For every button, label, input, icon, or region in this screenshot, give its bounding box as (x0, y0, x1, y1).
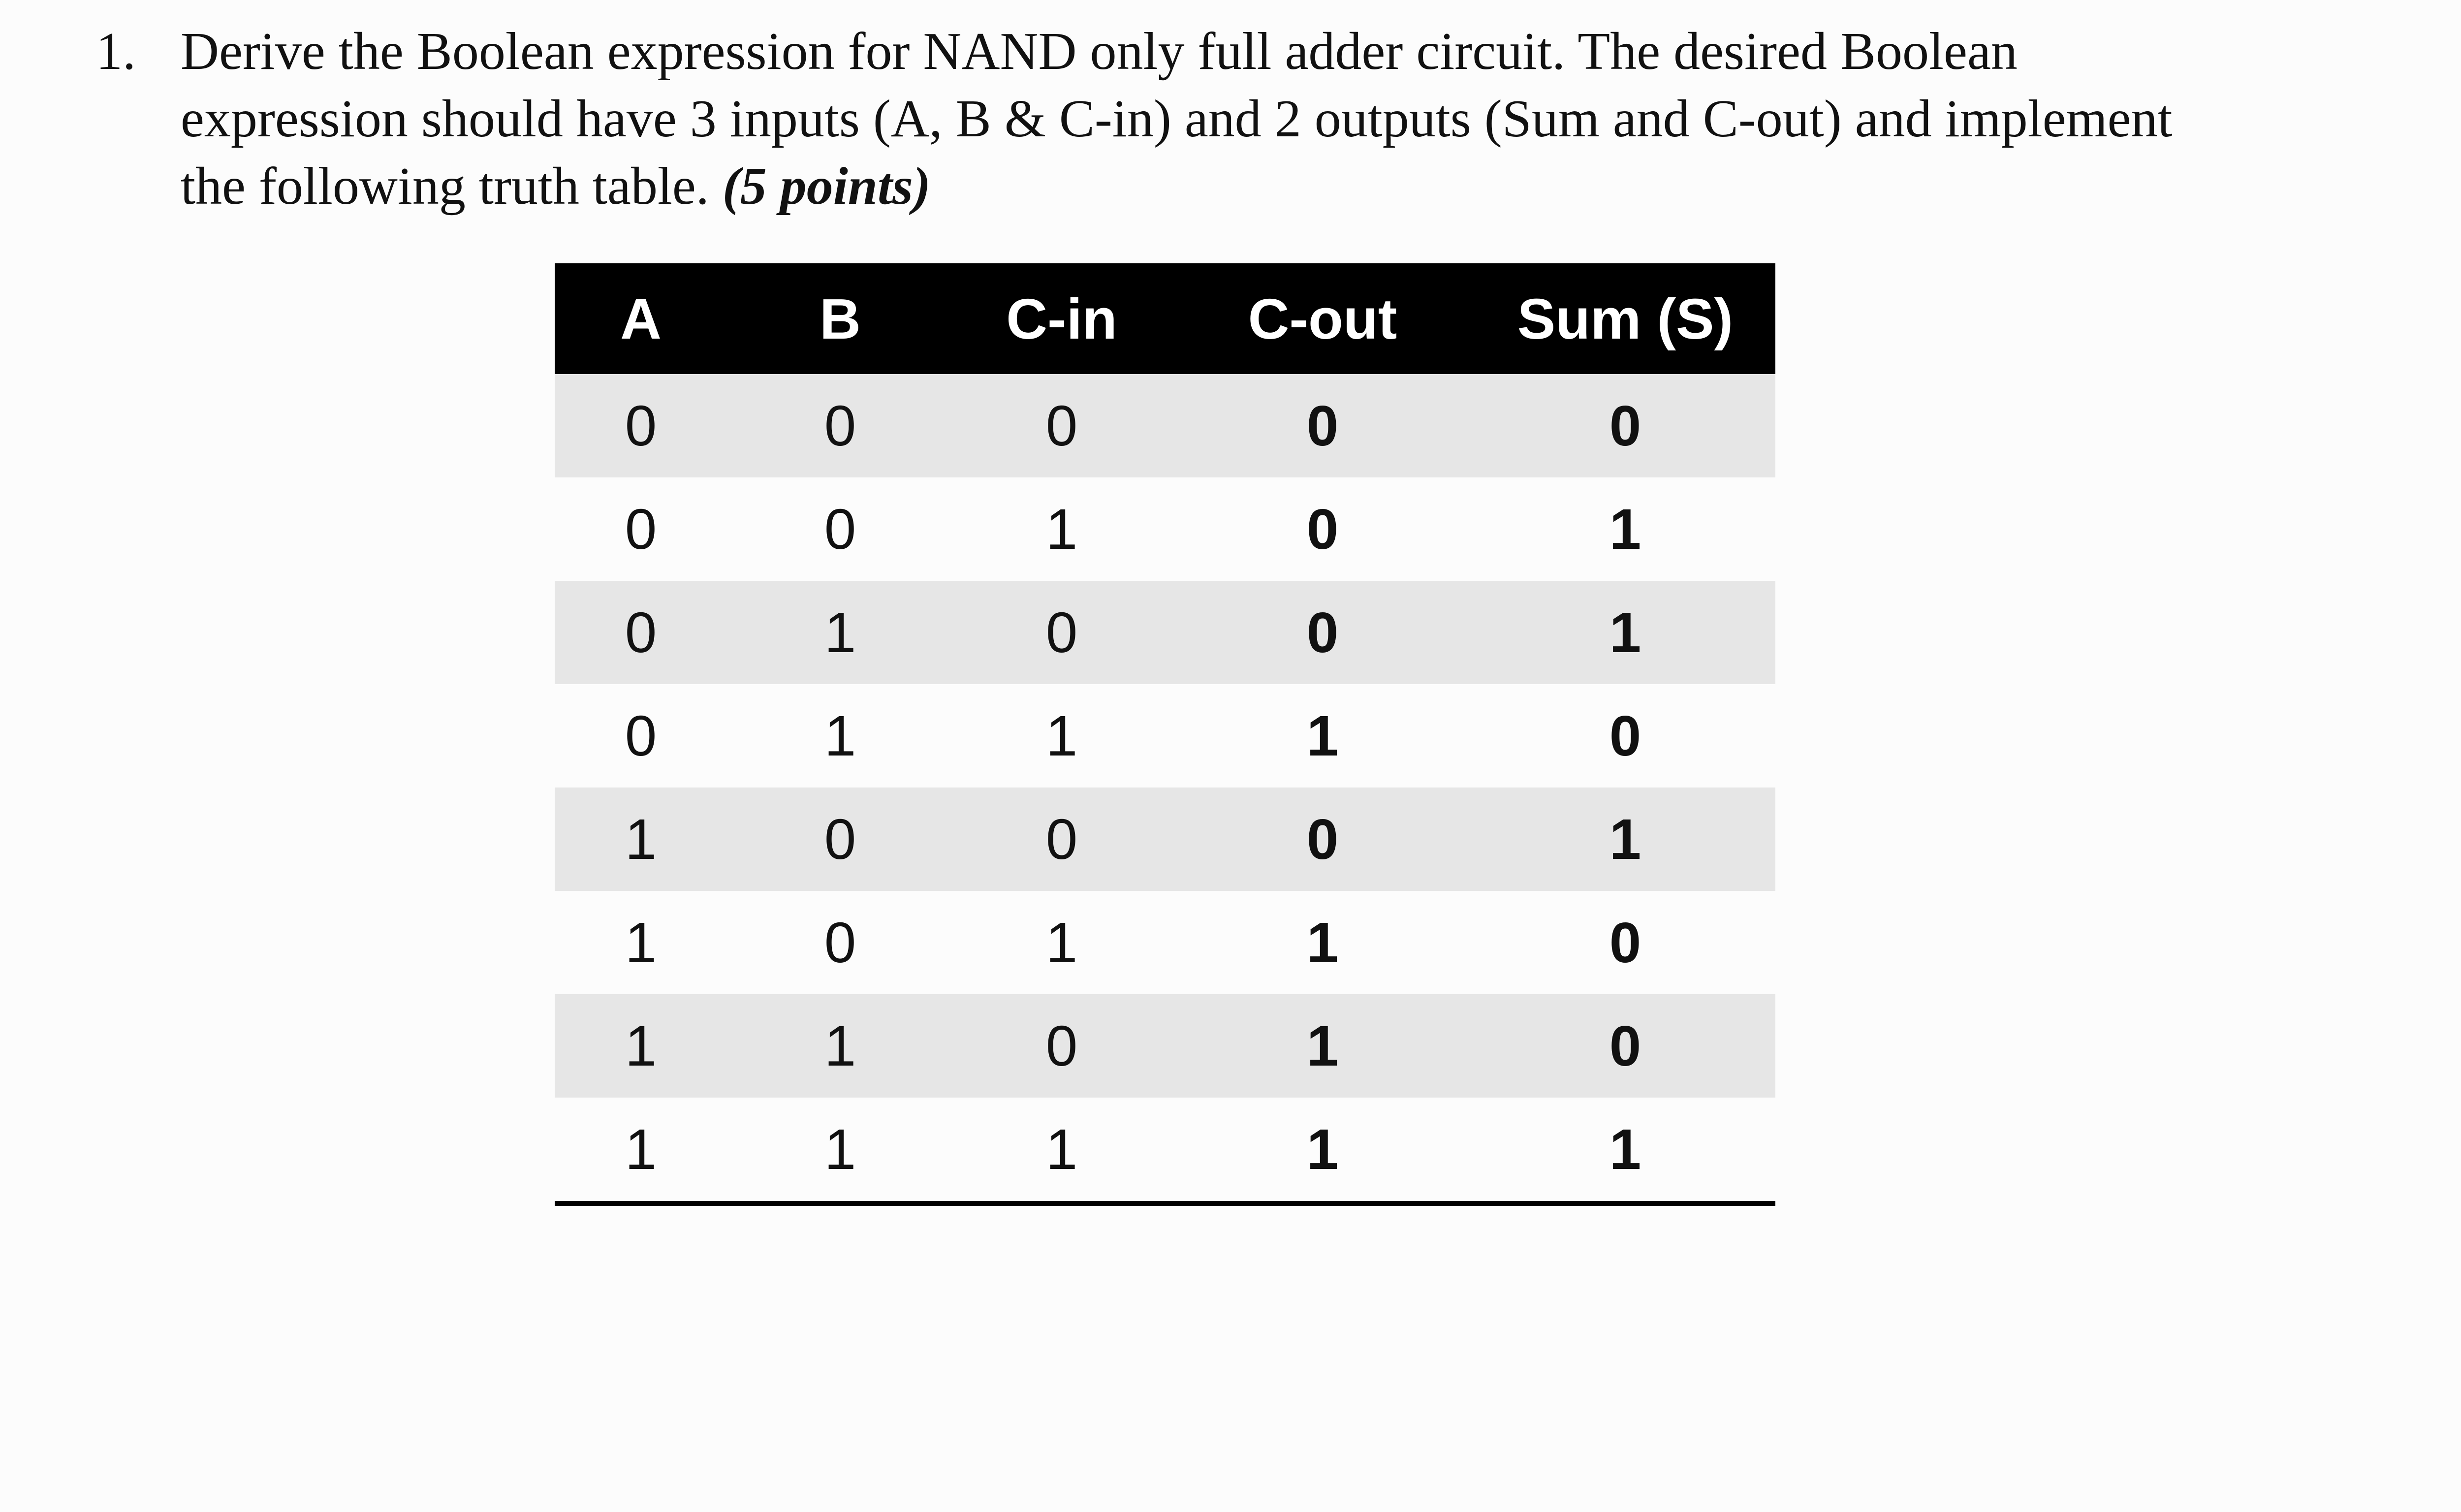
cell-b: 1 (727, 994, 953, 1098)
cell-a: 1 (555, 891, 727, 994)
cell-c-in: 1 (953, 891, 1170, 994)
table-row (555, 477, 1775, 581)
cell-sum: 0 (1475, 891, 1775, 994)
cell-c-in: 1 (953, 1098, 1170, 1203)
question-number: 1. (96, 22, 136, 81)
header-c-in: C-in (953, 263, 1170, 374)
table-row (555, 581, 1775, 684)
cell-a: 1 (555, 788, 727, 891)
question-text (181, 18, 2356, 220)
cell-b: 0 (727, 374, 953, 477)
cell-sum: 0 (1475, 374, 1775, 477)
cell-sum: 0 (1475, 994, 1775, 1098)
cell-c-in: 1 (953, 684, 1170, 788)
cell-a: 1 (555, 1098, 727, 1203)
cell-sum: 1 (1475, 788, 1775, 891)
cell-c-out: 1 (1170, 1098, 1475, 1203)
cell-sum: 1 (1475, 1098, 1775, 1203)
cell-c-in: 0 (953, 581, 1170, 684)
cell-a: 0 (555, 684, 727, 788)
points-label: (5 points) (722, 157, 931, 216)
cell-c-out: 1 (1170, 994, 1475, 1098)
table-row (555, 374, 1775, 477)
cell-b: 1 (727, 581, 953, 684)
cell-c-out: 0 (1170, 581, 1475, 684)
table-row (555, 1098, 1775, 1203)
cell-c-in: 0 (953, 994, 1170, 1098)
table-body (555, 374, 1775, 1203)
table-row (555, 994, 1775, 1098)
cell-c-out: 0 (1170, 788, 1475, 891)
cell-a: 0 (555, 581, 727, 684)
header-a: A (555, 263, 727, 374)
cell-b: 1 (727, 684, 953, 788)
question-line-2: expression should have 3 inputs (A, B & C-in) and 2 outputs (Sum and C-out) and implement (181, 90, 2173, 148)
header-b: B (727, 263, 953, 374)
cell-sum: 1 (1475, 477, 1775, 581)
question-line-3-text: the following truth table. (181, 157, 723, 216)
header-sum: Sum (S) (1475, 263, 1775, 374)
truth-table (555, 263, 1775, 1206)
cell-c-in: 1 (953, 477, 1170, 581)
cell-b: 0 (727, 788, 953, 891)
cell-b: 0 (727, 477, 953, 581)
cell-b: 0 (727, 891, 953, 994)
table-header-row (555, 263, 1775, 374)
cell-a: 1 (555, 994, 727, 1098)
cell-a: 0 (555, 477, 727, 581)
cell-b: 1 (727, 1098, 953, 1203)
cell-a: 0 (555, 374, 727, 477)
table-row (555, 891, 1775, 994)
cell-c-out: 1 (1170, 891, 1475, 994)
table-row (555, 684, 1775, 788)
cell-sum: 1 (1475, 581, 1775, 684)
cell-c-out: 0 (1170, 374, 1475, 477)
cell-c-out: 1 (1170, 684, 1475, 788)
question-line-1: Derive the Boolean expression for NAND only full adder circuit. The desired Boolean (181, 22, 2018, 81)
cell-c-out: 0 (1170, 477, 1475, 581)
cell-c-in: 0 (953, 374, 1170, 477)
question-line-3 (181, 153, 2356, 220)
header-c-out: C-out (1170, 263, 1475, 374)
cell-c-in: 0 (953, 788, 1170, 891)
table-row (555, 788, 1775, 891)
cell-sum: 0 (1475, 684, 1775, 788)
